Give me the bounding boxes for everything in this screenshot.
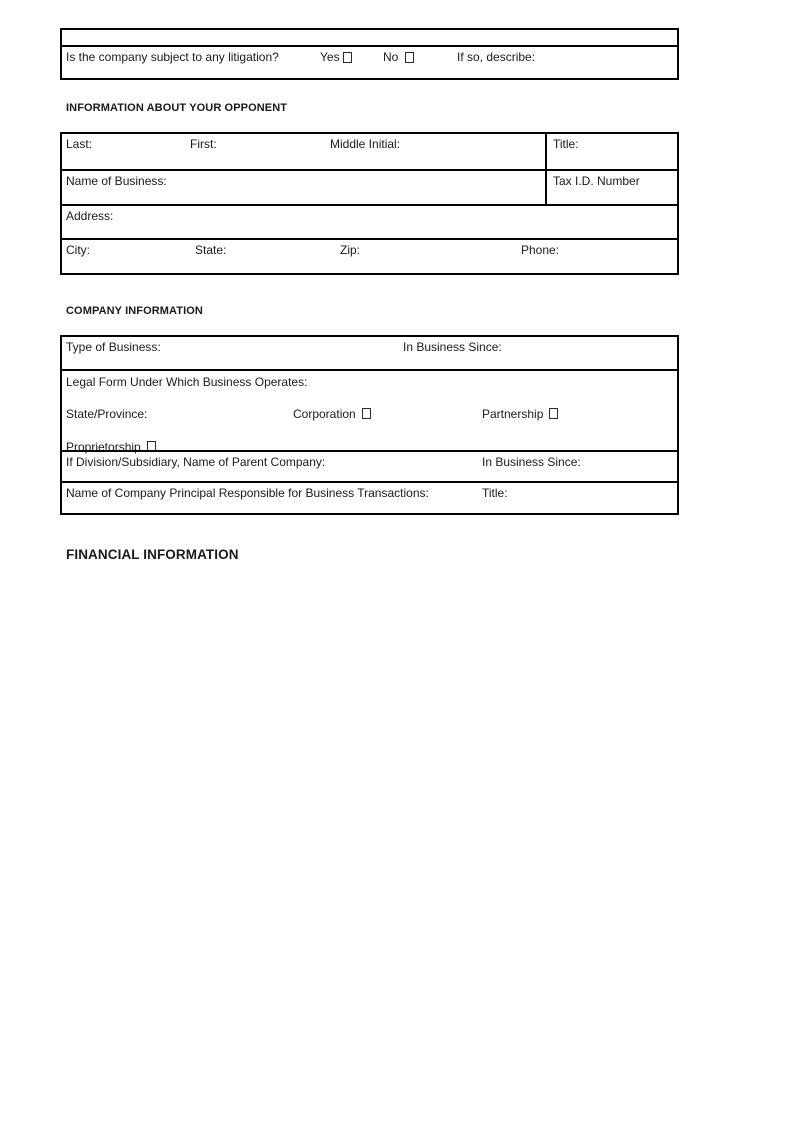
partnership-label: Partnership (482, 407, 544, 421)
litigation-yes-checkbox[interactable] (343, 52, 352, 63)
state-label: State: (195, 243, 227, 257)
opponent-title-cell (547, 134, 677, 169)
in-business-since-label: In Business Since: (403, 340, 502, 354)
company-principal-row (62, 481, 677, 513)
litigation-yes-label: Yes (320, 50, 340, 64)
litigation-describe-label: If so, describe: (457, 50, 536, 64)
division-since-label: In Business Since: (482, 455, 581, 469)
corporation-label: Corporation (293, 407, 356, 421)
phone-label: Phone: (521, 243, 560, 257)
last-name-label: Last: (66, 137, 93, 151)
litigation-no-checkbox[interactable] (405, 52, 414, 63)
litigation-question-row (62, 45, 677, 78)
company-division-row (62, 450, 677, 481)
opponent-business-row (62, 169, 677, 204)
zip-label: Zip: (340, 243, 361, 257)
company-table (60, 335, 679, 515)
litigation-table (60, 28, 679, 80)
tax-id-label: Tax I.D. Number (553, 174, 640, 188)
opponent-name-cell (62, 134, 547, 169)
litigation-question-label: Is the company subject to any litigation? (66, 50, 279, 64)
opponent-section-heading: INFORMATION ABOUT YOUR OPPONENT (66, 102, 288, 114)
corporation-checkbox[interactable] (362, 408, 371, 419)
financial-section-heading: FINANCIAL INFORMATION (66, 547, 239, 562)
address-label: Address: (66, 209, 114, 223)
city-label: City: (66, 243, 90, 257)
company-section-heading: COMPANY INFORMATION (66, 305, 203, 317)
principal-title-label: Title: (482, 486, 508, 500)
tax-id-cell (547, 171, 677, 204)
first-name-label: First: (190, 137, 217, 151)
litigation-no-label: No (383, 50, 399, 64)
company-legal-form-row (62, 369, 677, 454)
middle-initial-label: Middle Initial: (330, 137, 401, 151)
state-province-label: State/Province: (66, 407, 148, 421)
principal-label: Name of Company Principal Responsible for Business Transactions: (66, 486, 429, 500)
company-type-row (62, 337, 677, 369)
type-of-business-label: Type of Business: (66, 340, 161, 354)
division-label: If Division/Subsidiary, Name of Parent Company: (66, 455, 326, 469)
corporation-option (293, 407, 371, 422)
legal-form-label: Legal Form Under Which Business Operates: (66, 375, 308, 389)
title-label: Title: (553, 137, 579, 151)
proprietorship-label: Proprietorship (66, 440, 141, 454)
opponent-city-row (62, 238, 677, 273)
name-of-business-label: Name of Business: (66, 174, 167, 188)
opponent-table (60, 132, 679, 275)
business-name-cell (62, 171, 547, 204)
litigation-empty-row (62, 30, 677, 45)
opponent-name-row (62, 134, 677, 169)
opponent-address-row (62, 204, 677, 238)
partnership-checkbox[interactable] (549, 408, 558, 419)
partnership-option (482, 407, 558, 422)
